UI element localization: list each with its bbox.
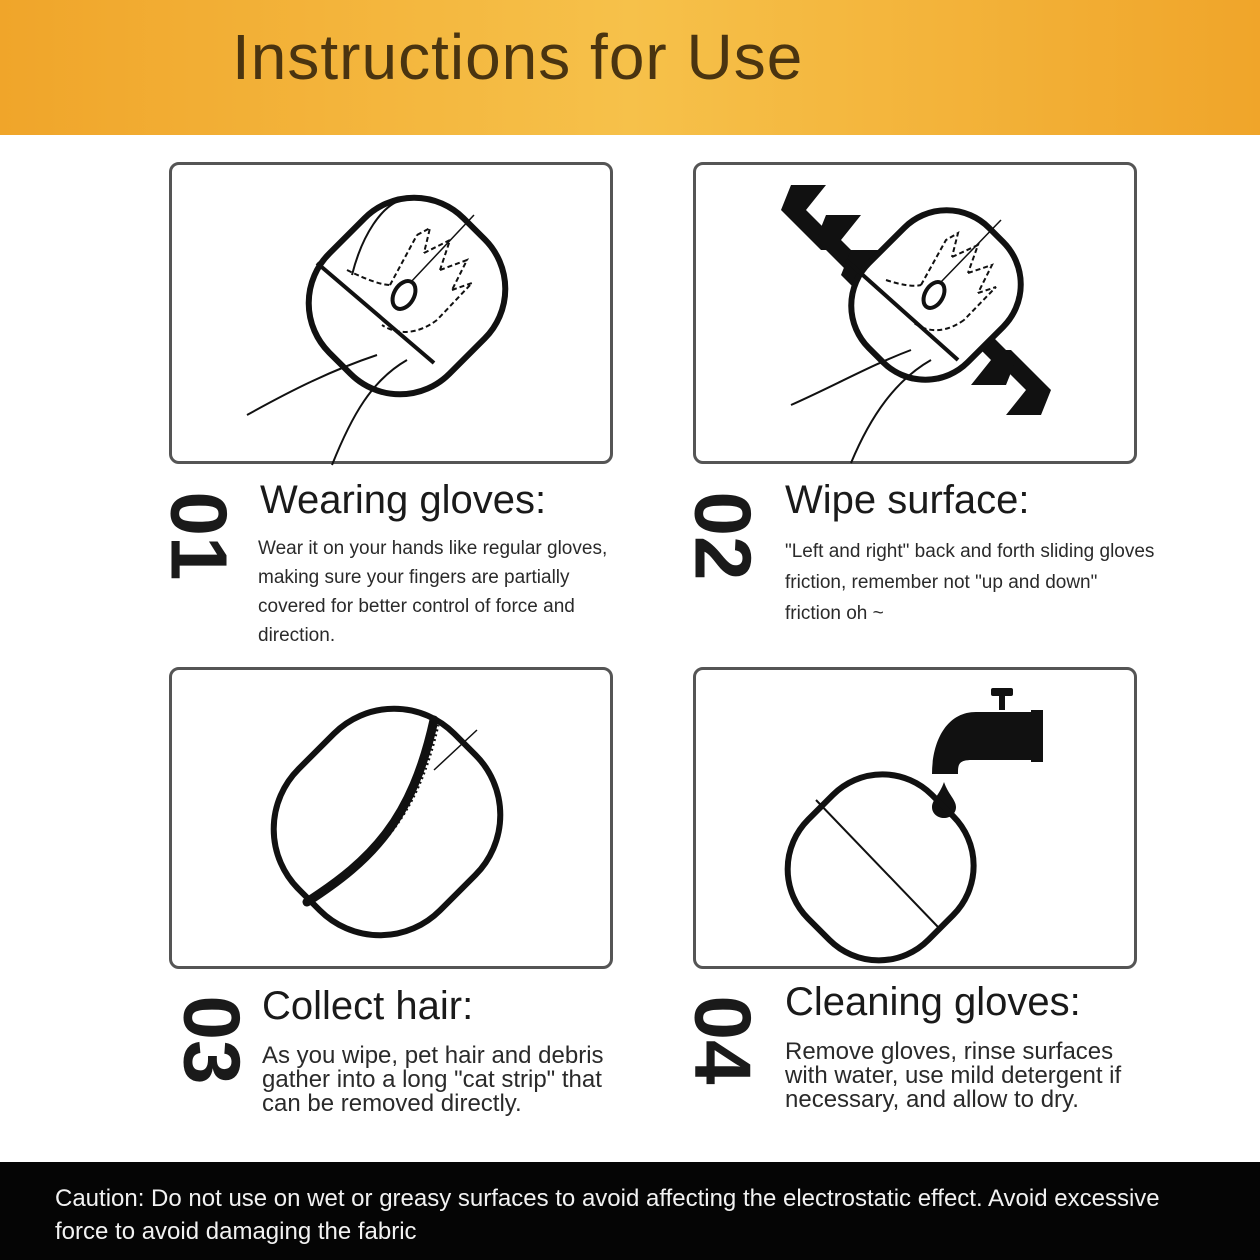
hand-in-glove-icon	[172, 165, 616, 467]
header-banner	[0, 0, 1260, 135]
step-1-description: Wear it on your hands like regular gloves, making sure your fingers are partially covered for better control of force and direction.	[258, 538, 608, 646]
step-3-number: 03	[167, 995, 257, 1085]
step-3-description: As you wipe, pet hair and debris gather into a long "cat strip" that can be removed directly.	[262, 1042, 604, 1117]
step-1-number: 01	[154, 491, 244, 581]
hair-strip-glove-icon	[172, 670, 616, 972]
step-1-illustration-panel	[169, 162, 613, 464]
step-2-illustration-panel	[693, 162, 1137, 464]
step-2-number: 02	[678, 491, 768, 581]
faucet-rinse-icon	[696, 670, 1140, 972]
step-2-description: "Left and right" back and forth sliding gloves friction, remember not "up and down" friction oh ~	[785, 541, 1155, 624]
step-4-number: 04	[678, 995, 768, 1085]
step-3-illustration-panel	[169, 667, 613, 969]
step-3-title: Collect hair:	[262, 984, 474, 1028]
step-1-title: Wearing gloves:	[260, 478, 547, 522]
step-4-illustration-panel	[693, 667, 1137, 969]
step-4-title: Cleaning gloves:	[785, 980, 1081, 1024]
step-2-title: Wipe surface:	[785, 478, 1030, 522]
page-title: Instructions for Use	[232, 21, 804, 93]
step-4-description: Remove gloves, rinse surfaces with water, use mild detergent if necessary, and allow to dry.	[785, 1038, 1122, 1113]
caution-footer	[0, 1162, 1260, 1260]
wiping-direction-arrows-icon	[696, 165, 1140, 467]
caution-text: Caution: Do not use on wet or greasy surfaces to avoid affecting the electrostatic effect. Avoid excessive force to avoid damaging the fabric	[55, 1185, 1160, 1245]
